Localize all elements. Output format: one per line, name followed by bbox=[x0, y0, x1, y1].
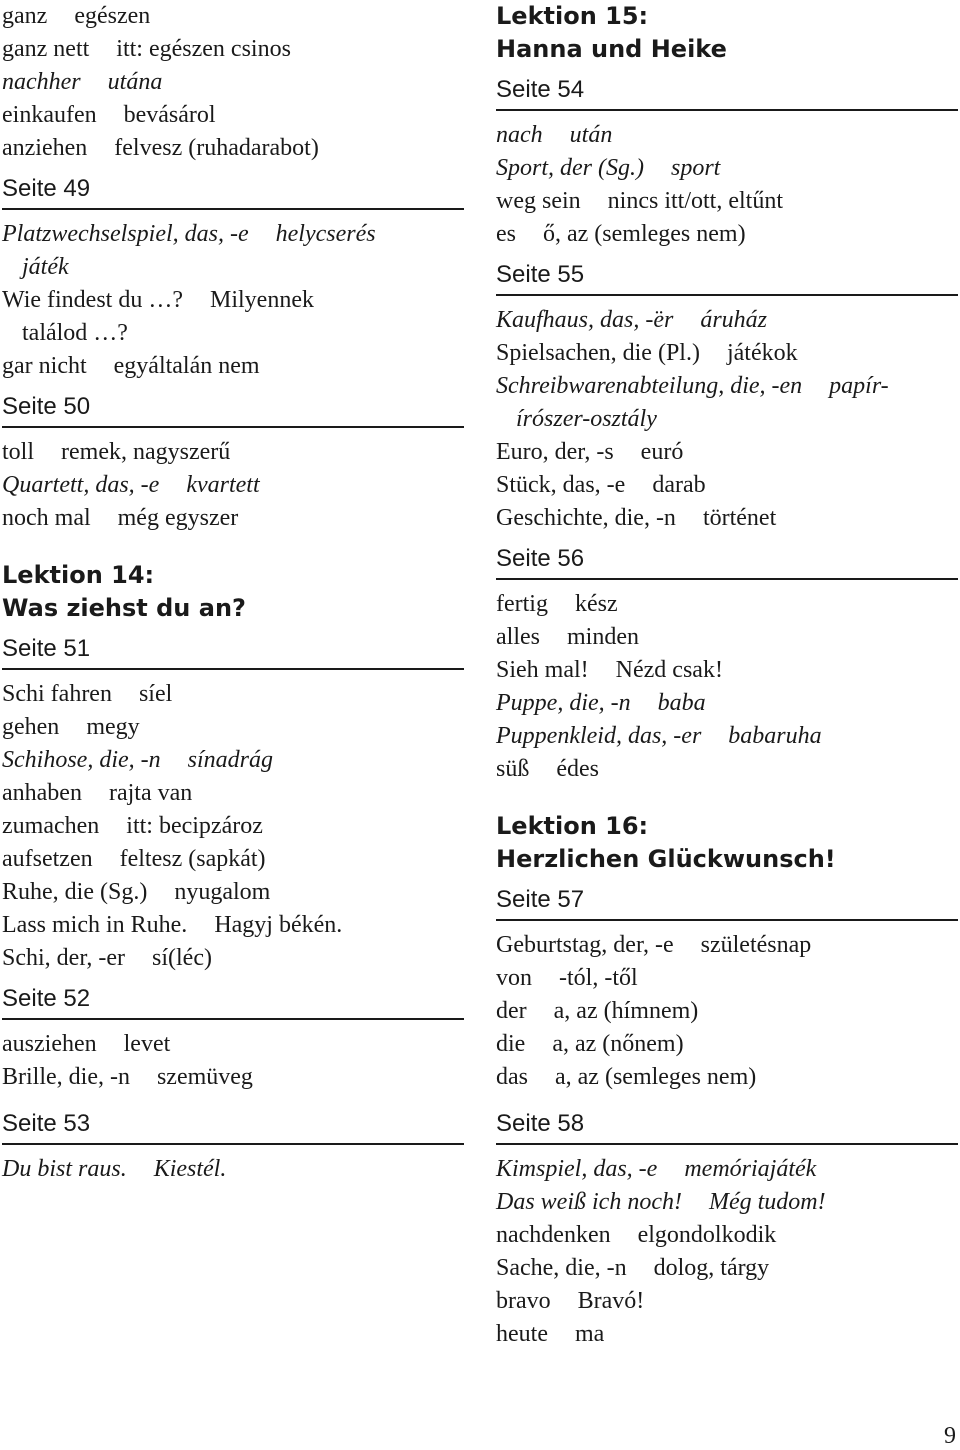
german-term: gar nicht bbox=[2, 353, 87, 379]
hungarian-translation: kész bbox=[574, 591, 618, 617]
hungarian-translation: után bbox=[569, 122, 613, 148]
vocab-entry bbox=[496, 436, 958, 469]
vocab-entry bbox=[496, 962, 958, 995]
german-term: Brille, die, -n bbox=[2, 1064, 130, 1090]
vocab-list bbox=[496, 119, 958, 251]
german-term: ausziehen bbox=[2, 1031, 97, 1057]
section-heading: Seite 50 bbox=[2, 393, 464, 428]
vocab-entry bbox=[496, 370, 958, 436]
hungarian-translation: minden bbox=[566, 624, 639, 650]
german-term: Schreibwarenabteilung, die, -en bbox=[496, 373, 803, 399]
hungarian-translation: egyáltalán nem bbox=[113, 353, 260, 379]
vocab-list bbox=[2, 1153, 464, 1186]
vocab-entry bbox=[496, 304, 958, 337]
vocab-entry bbox=[496, 1219, 958, 1252]
hungarian-translation: Bravó! bbox=[577, 1288, 645, 1314]
german-term: zumachen bbox=[2, 813, 100, 839]
vocab-entry bbox=[2, 744, 464, 777]
hungarian-translation: sínadrág bbox=[187, 747, 273, 773]
hungarian-translation: itt: egészen csinos bbox=[116, 36, 291, 62]
german-term: Wie findest du …? bbox=[2, 287, 183, 313]
vocab-entry bbox=[496, 929, 958, 962]
vocab-entry bbox=[496, 621, 958, 654]
german-term: von bbox=[496, 965, 532, 991]
hungarian-translation: babaruha bbox=[728, 723, 822, 749]
hungarian-translation: baba bbox=[657, 690, 706, 716]
hungarian-translation: bevásárol bbox=[123, 102, 216, 128]
hungarian-translation: születésnap bbox=[700, 932, 812, 958]
german-term: bravo bbox=[496, 1288, 551, 1314]
hungarian-translation: történet bbox=[702, 505, 777, 531]
vocab-entry bbox=[496, 469, 958, 502]
hungarian-translation: levet bbox=[123, 1031, 171, 1057]
vocab-entry bbox=[2, 909, 464, 942]
hungarian-translation: euró bbox=[640, 439, 684, 465]
section-heading: Seite 58 bbox=[496, 1110, 958, 1145]
hungarian-translation: a, az (nőnem) bbox=[552, 1031, 684, 1057]
vocab-list bbox=[2, 678, 464, 975]
lesson-title bbox=[496, 0, 958, 66]
german-term: anziehen bbox=[2, 135, 88, 161]
lesson-title bbox=[496, 810, 958, 876]
vocab-entry bbox=[496, 1028, 958, 1061]
hungarian-translation: a, az (hímnem) bbox=[553, 998, 699, 1024]
vocab-entry bbox=[2, 1153, 464, 1186]
section-heading: Seite 56 bbox=[496, 545, 958, 580]
section-heading: Seite 53 bbox=[2, 1110, 464, 1145]
hungarian-translation: nincs itt/ott, eltűnt bbox=[607, 188, 783, 214]
german-term: weg sein bbox=[496, 188, 581, 214]
vocab-entry bbox=[2, 436, 464, 469]
hungarian-translation: síel bbox=[138, 681, 173, 707]
german-term: ganz nett bbox=[2, 36, 90, 62]
vocab-entry bbox=[2, 711, 464, 744]
vocab-entry bbox=[496, 654, 958, 687]
hungarian-translation: Milyennek bbox=[209, 287, 314, 313]
vocab-entry bbox=[2, 1028, 464, 1061]
german-term: Lass mich in Ruhe. bbox=[2, 912, 188, 938]
vocab-entry bbox=[496, 218, 958, 251]
hungarian-translation: Még tudom! bbox=[708, 1189, 826, 1215]
german-term: Puppenkleid, das, -er bbox=[496, 723, 702, 749]
vocab-entry bbox=[2, 350, 464, 383]
german-term: ganz bbox=[2, 3, 48, 29]
vocab-entry bbox=[2, 33, 464, 66]
hungarian-translation: Kiestél. bbox=[153, 1156, 227, 1182]
hungarian-translation: feltesz (sapkát) bbox=[119, 846, 266, 872]
vocab-list bbox=[496, 588, 958, 786]
vocab-entry bbox=[2, 284, 464, 350]
left-column bbox=[2, 0, 464, 1186]
vocab-entry bbox=[2, 99, 464, 132]
vocab-entry bbox=[2, 132, 464, 165]
hungarian-translation: rajta van bbox=[108, 780, 193, 806]
hungarian-translation: szemüveg bbox=[156, 1064, 253, 1090]
german-term: Platzwechselspiel, das, -e bbox=[2, 221, 249, 247]
hungarian-translation: Nézd csak! bbox=[615, 657, 723, 683]
vocab-entry bbox=[496, 588, 958, 621]
vocab-list bbox=[496, 929, 958, 1094]
german-term: Sache, die, -n bbox=[496, 1255, 627, 1281]
vocab-list bbox=[496, 1153, 958, 1351]
vocab-list bbox=[2, 218, 464, 383]
vocab-entry bbox=[2, 0, 464, 33]
vocab-list bbox=[2, 0, 464, 165]
german-term: gehen bbox=[2, 714, 60, 740]
section-heading: Seite 51 bbox=[2, 635, 464, 670]
german-term: noch mal bbox=[2, 505, 91, 531]
german-term: Puppe, die, -n bbox=[496, 690, 631, 716]
section-heading: Seite 54 bbox=[496, 76, 958, 111]
german-term: aufsetzen bbox=[2, 846, 93, 872]
german-term: Kaufhaus, das, -̈er bbox=[496, 307, 674, 333]
vocab-entry bbox=[496, 753, 958, 786]
vocab-entry bbox=[2, 942, 464, 975]
hungarian-translation: memóriajáték bbox=[684, 1156, 817, 1182]
vocab-entry bbox=[2, 502, 464, 535]
german-term: Euro, der, -s bbox=[496, 439, 614, 465]
german-term: alles bbox=[496, 624, 540, 650]
vocab-entry bbox=[2, 218, 464, 284]
german-term: die bbox=[496, 1031, 526, 1057]
hungarian-translation: kvartett bbox=[186, 472, 260, 498]
vocab-entry bbox=[496, 1153, 958, 1186]
lesson-name: Herzlichen Glückwunsch! bbox=[496, 845, 836, 873]
german-term: Geschichte, die, -n bbox=[496, 505, 676, 531]
hungarian-translation: Hagyj békén. bbox=[214, 912, 343, 938]
german-term: fertig bbox=[496, 591, 548, 617]
hungarian-translation: ma bbox=[574, 1321, 605, 1347]
german-term: nachher bbox=[2, 69, 81, 95]
german-term: Geburtstag, der, -e bbox=[496, 932, 674, 958]
german-term: es bbox=[496, 221, 516, 247]
german-term: heute bbox=[496, 1321, 548, 1347]
german-term: Schi fahren bbox=[2, 681, 112, 707]
german-term: toll bbox=[2, 439, 35, 465]
german-term: Sieh mal! bbox=[496, 657, 589, 683]
german-term: Schi, der, -er bbox=[2, 945, 125, 971]
vocab-entry bbox=[496, 1061, 958, 1094]
vocab-entry bbox=[496, 995, 958, 1028]
lesson-number: Lektion 14: bbox=[2, 561, 155, 589]
hungarian-translation: utána bbox=[107, 69, 163, 95]
german-term: Spielsachen, die (Pl.) bbox=[496, 340, 700, 366]
german-term: Das weiß ich noch! bbox=[496, 1189, 682, 1215]
lesson-title bbox=[2, 559, 464, 625]
vocab-entry bbox=[2, 876, 464, 909]
vocab-entry bbox=[496, 185, 958, 218]
vocab-entry bbox=[496, 1318, 958, 1351]
hungarian-translation: játékok bbox=[726, 340, 798, 366]
german-term: Schihose, die, -n bbox=[2, 747, 161, 773]
vocab-entry bbox=[496, 720, 958, 753]
german-term: Ruhe, die (Sg.) bbox=[2, 879, 148, 905]
german-term: einkaufen bbox=[2, 102, 97, 128]
hungarian-translation: darab bbox=[652, 472, 706, 498]
german-term: Sport, der (Sg.) bbox=[496, 155, 644, 181]
translation-continuation: írószer-osztály bbox=[516, 406, 657, 432]
hungarian-translation: elgondolkodik bbox=[637, 1222, 777, 1248]
german-term: Kimspiel, das, -e bbox=[496, 1156, 658, 1182]
german-term: nach bbox=[496, 122, 543, 148]
section-heading: Seite 52 bbox=[2, 985, 464, 1020]
vocab-list bbox=[2, 436, 464, 535]
vocab-entry bbox=[496, 687, 958, 720]
vocab-entry bbox=[2, 843, 464, 876]
hungarian-translation: a, az (semleges nem) bbox=[555, 1064, 757, 1090]
german-term: anhaben bbox=[2, 780, 82, 806]
vocab-entry bbox=[496, 152, 958, 185]
hungarian-translation: -tól, -től bbox=[559, 965, 638, 991]
hungarian-translation: megy bbox=[86, 714, 140, 740]
vocab-entry bbox=[2, 469, 464, 502]
german-term: Quartett, das, -e bbox=[2, 472, 160, 498]
vocab-entry bbox=[2, 1061, 464, 1094]
vocab-entry bbox=[2, 777, 464, 810]
page-number: 9 bbox=[944, 1423, 956, 1449]
vocab-entry bbox=[2, 678, 464, 711]
vocab-list bbox=[2, 1028, 464, 1094]
hungarian-translation: nyugalom bbox=[174, 879, 271, 905]
section-heading: Seite 55 bbox=[496, 261, 958, 296]
vocab-entry bbox=[496, 119, 958, 152]
hungarian-translation: dolog, tárgy bbox=[653, 1255, 770, 1281]
german-term: das bbox=[496, 1064, 528, 1090]
section-heading: Seite 49 bbox=[2, 175, 464, 210]
vocab-entry bbox=[496, 1252, 958, 1285]
german-term: der bbox=[496, 998, 527, 1024]
german-term: Stück, das, -e bbox=[496, 472, 626, 498]
hungarian-translation: felvesz (ruhadarabot) bbox=[114, 135, 319, 161]
hungarian-translation: áruház bbox=[700, 307, 768, 333]
hungarian-translation: ő, az (semleges nem) bbox=[543, 221, 746, 247]
hungarian-translation: papír- bbox=[829, 373, 889, 399]
hungarian-translation: egészen bbox=[74, 3, 151, 29]
lesson-name: Was ziehst du an? bbox=[2, 594, 246, 622]
hungarian-translation: sí(léc) bbox=[152, 945, 212, 971]
vocab-entry bbox=[496, 337, 958, 370]
vocab-entry bbox=[496, 502, 958, 535]
hungarian-translation: még egyszer bbox=[117, 505, 239, 531]
vocab-entry bbox=[496, 1285, 958, 1318]
hungarian-translation: helycserés bbox=[275, 221, 376, 247]
lesson-number: Lektion 15: bbox=[496, 2, 649, 30]
vocab-entry bbox=[2, 810, 464, 843]
german-term: süß bbox=[496, 756, 530, 782]
translation-continuation: találod …? bbox=[22, 320, 128, 346]
section-heading: Seite 57 bbox=[496, 886, 958, 921]
german-term: nachdenken bbox=[496, 1222, 611, 1248]
right-column bbox=[496, 0, 958, 1351]
lesson-name: Hanna und Heike bbox=[496, 35, 727, 63]
vocab-entry bbox=[2, 66, 464, 99]
translation-continuation: játék bbox=[22, 254, 69, 280]
vocab-entry bbox=[496, 1186, 958, 1219]
german-term: Du bist raus. bbox=[2, 1156, 127, 1182]
hungarian-translation: édes bbox=[556, 756, 599, 782]
vocab-list bbox=[496, 304, 958, 535]
hungarian-translation: remek, nagyszerű bbox=[61, 439, 231, 465]
hungarian-translation: sport bbox=[670, 155, 721, 181]
hungarian-translation: itt: becipzároz bbox=[126, 813, 263, 839]
lesson-number: Lektion 16: bbox=[496, 812, 649, 840]
